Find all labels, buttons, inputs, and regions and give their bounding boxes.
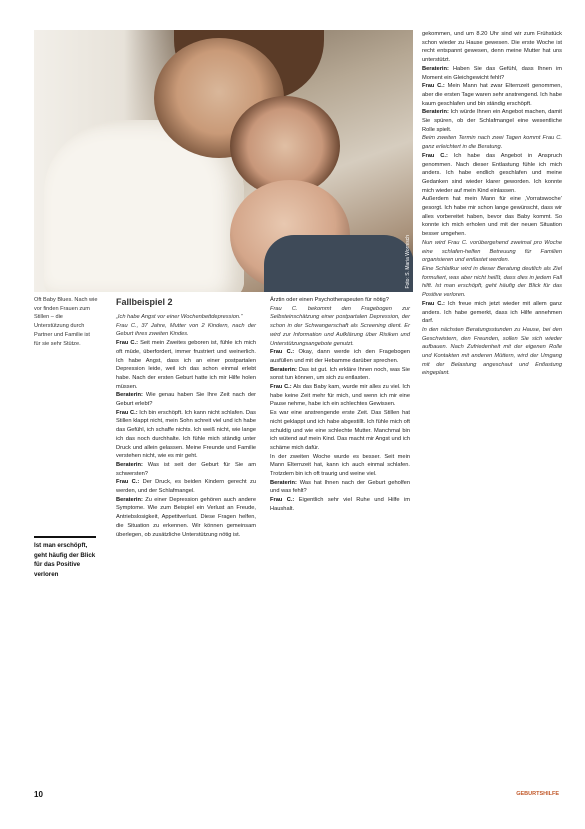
magazine-brand: GEBURTSHILFE — [516, 791, 559, 797]
article-column-1 — [116, 296, 256, 539]
case-intro-meta: Frau C., 37 Jahre, Mutter von 2 Kindern, nach der Geburt ihres zweiten Kindes. — [116, 322, 256, 338]
dialogue-paragraph: Beraterin: Ich würde Ihnen ein Angebot machen, damit Sie spüren, ob der Schlafmangel eine wesentliche Rolle spielt. — [422, 109, 562, 133]
dialogue-paragraph: Frau C.: Mein Mann hat zwar Elternzeit genommen, aber die ersten Tage waren sehr anstrengend. Ich habe kaum geschlafen und bin ständig erschöpft. — [422, 83, 562, 107]
column-3-paragraphs — [422, 30, 562, 378]
dialogue-paragraph: Beraterin: Was hat Ihnen nach der Geburt geholfen und was fehlt? — [270, 479, 410, 495]
pull-quote: Ist man erschöpft, geht häufig der Blick für das Positive verloren — [34, 542, 96, 578]
hero-photo — [34, 30, 413, 292]
dialogue-paragraph: Beraterin: Haben Sie das Gefühl, dass Ihnen im Moment ein Gleichgewicht fehlt? — [422, 65, 562, 81]
dialogue-paragraph: Beraterin: Wie genau haben Sie Ihre Zeit nach der Geburt erlebt? — [116, 392, 256, 408]
dialogue-paragraph: Frau C.: Ich bin erschöpft. Ich kann nicht schlafen. Das Stillen klappt nicht, mein Sohn schreit viel und ich habe das Gefühl, ich schaffe nichts. Ich weiß nicht, wie lange ich das noch durchhalte. Ich fühle mich ständig unter Druck und allein gelassen. Meine Freunde und Familie verstehen nicht, wie es mir geht. — [116, 409, 256, 460]
column-1-paragraphs — [116, 339, 256, 539]
dialogue-paragraph: Frau C.: Ich habe das Angebot in Anspruch genommen. Nach dieser Entlastung fühle ich mich anders. Ich habe endlich geschlafen und meine Gedanken sind wieder klarer geworden. Ich konnte mich wieder auf mein Kind einlassen. — [422, 152, 562, 194]
dialogue-paragraph: Beim zweiten Termin nach zwei Tagen kommt Frau C. ganz erleichtert in die Beratung. — [422, 135, 562, 151]
dialogue-paragraph: Beraterin: Zu einer Depression gehören auch andere Symptome. Wie zum Beispiel ein Verlust an Freude, Antriebslosigkeit, Appetitverlust. Diese Fragen helfen, die Situation zu erkennen. Wir können gemeinsam überlegen, ob zusätzliche Unterstützung nötig ist. — [116, 496, 256, 538]
dialogue-paragraph: In den nächsten Beratungsstunden zu Hause, bei den Geschwistern, den Freunden, sollen Sie sich wieder aufbauen. Nach Zufriedenheit mit der eigenen Rolle und Kontakten mit anderen Müttern, wird der Umgang mit der Belastung angeschaut und Entlastung eingeplant. — [422, 326, 562, 377]
article-column-3 — [422, 30, 562, 378]
pull-quote-rule — [34, 536, 96, 538]
dialogue-paragraph: Frau C.: Der Druck, es beiden Kindern gerecht zu werden, und der Schlafmangel. — [116, 479, 256, 495]
dialogue-paragraph: Beraterin: Was ist seit der Geburt für Sie am schwersten? — [116, 461, 256, 477]
dialogue-paragraph: Nun wird Frau C. vorübergehend zweimal pro Woche eine schlafen-helfen Betreuung für Familien organisieren und entlastet werden. — [422, 239, 562, 264]
dialogue-paragraph: Frau C.: Eigentlich sehr viel Ruhe und Hilfe im Haushalt. — [270, 497, 410, 512]
dialogue-paragraph: Es war eine anstrengende erste Zeit. Das Stillen hat nicht geklappt und ich habe abgestillt. Ich fühle mich oft schuldig und wie eine schlechte Mutter. Manchmal bin ich wütend auf mein Kind. Das macht mir Angst und ich schäme mich dafür. — [270, 410, 410, 451]
photo-caption: Oft Baby Blues. Nach wie vor finden Frauen zum Stillen – die Unterstützung durch Partner und Familie ist für sie sehr Stütze. — [34, 297, 98, 347]
article-column-2 — [270, 296, 410, 514]
photo-credit: Foto: S. Maria Wornisch — [405, 235, 411, 289]
dialogue-paragraph: Frau C.: Okay, dann werde ich den Fragebogen ausfüllen und mit der Hebamme darüber sprechen. — [270, 349, 410, 364]
dialogue-paragraph: Ärztin oder einen Psychotherapeuten für nötig? — [270, 297, 389, 303]
dialogue-paragraph: Frau C.: Ich freue mich jetzt wieder mit allem ganz anders. Ich habe gemerkt, dass ich Hilfe annehmen darf. — [422, 300, 562, 325]
dialogue-paragraph: Frau C. bekommt den Fragebogen zur Selbsteinschätzung einer postpartalen Depression, der schon in der Schwangerschaft als Screening dient. Er wird zur Information und Aufklärung über Risiken und Unterstützungsangebote genutzt. — [270, 305, 410, 347]
case-heading: Fallbeispiel 2 — [116, 297, 173, 307]
dialogue-paragraph: Frau C.: Als das Baby kam, wurde mir alles zu viel. Ich habe keine Zeit mehr für mich, und wenn ich mir eine Pause nehme, habe ich ein schlechtes Gewissen. — [270, 384, 410, 408]
column-2-paragraphs — [270, 296, 410, 514]
dialogue-paragraph: Außerdem hat mein Mann für eine ‚Vorratswoche‘ gesorgt. Ich habe mir schon lange gewünscht, dass wir alles vorbereitet haben, bevor das Baby kommt. So konnte ich mich erholen und mit der neuen Situation besser umgehen. — [422, 196, 562, 238]
dialogue-paragraph: In der zweiten Woche wurde es besser. Seit mein Mann Elternzeit hat, kann ich auch einmal schlafen. Trotzdem bin ich oft traurig und weine viel. — [270, 453, 410, 478]
baby-clothes — [264, 235, 413, 292]
case-intro-quote: „Ich habe Angst vor einer Wochenbettdepression.“ — [116, 314, 243, 320]
dialogue-paragraph: gekommen, und um 8.20 Uhr sind wir zum Frühstück schon wieder zu Hause gewesen. Die erste Woche ist recht entspannt gewesen, denn meine Mutter hat uns unterstützt. — [422, 31, 562, 64]
dialogue-paragraph: Frau C.: Seit mein Zweites geboren ist, fühle ich mich oft müde, überfordert, immer frustriert und weinerlich. Ich habe Angst, dass ich an einer postpartalen Depression leide, weil ich das schon einmal erlebt habe. Nach der ersten Geburt hatte ich mir Hilfe holen müssen. — [116, 340, 256, 390]
page-number: 10 — [34, 790, 43, 799]
dialogue-paragraph: Eine Schlafkur wird in dieser Beratung deutlich als Ziel formuliert, was aber nicht heißt, dass dies in jedem Fall hilft. Ist man erschöpft, geht häufig der Blick für das Positive verloren. — [422, 265, 562, 299]
dialogue-paragraph: Beraterin: Das ist gut. Ich erkläre Ihnen noch, was Sie sonst tun können, um sich zu entlasten. — [270, 366, 410, 382]
